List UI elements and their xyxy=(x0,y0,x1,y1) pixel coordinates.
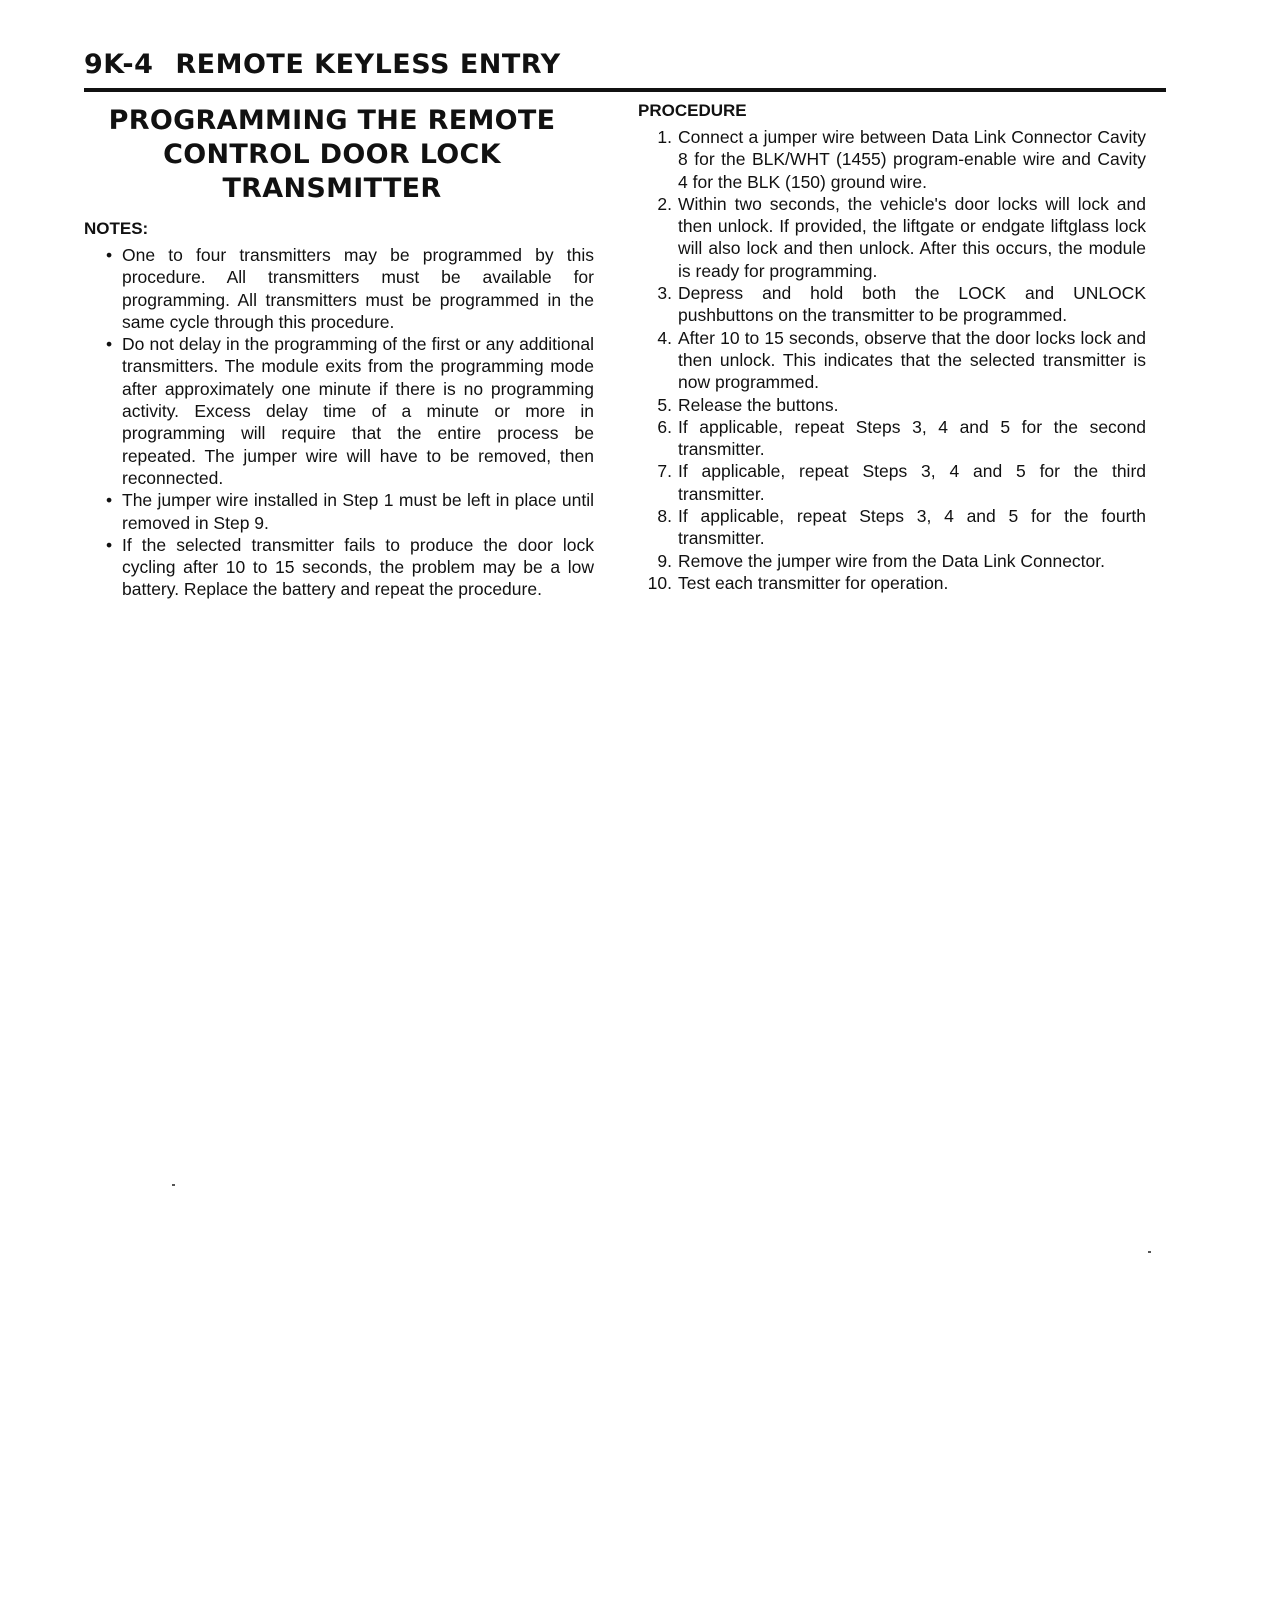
procedure-step xyxy=(657,416,1146,461)
procedure-step xyxy=(647,572,1146,594)
step-number: 2. xyxy=(657,193,672,214)
step-number: 10. xyxy=(647,572,672,593)
step-text: Release the buttons. xyxy=(678,394,839,415)
step-text: If applicable, repeat Steps 3, 4 and 5 for the second transmitter. xyxy=(678,416,1146,460)
step-number: 6. xyxy=(657,416,672,437)
step-text: Within two seconds, the vehicle's door locks will lock and then unlock. If provided, the liftgate or endgate liftglass lock will also lock and then unlock. After this occurs, the module is ready for programming. xyxy=(678,193,1146,281)
step-text: Connect a jumper wire between Data Link Connector Cavity 8 for the BLK/WHT (1455) program-enable wire and Cavity 4 for the BLK (150) ground wire. xyxy=(678,127,1146,192)
note-item xyxy=(106,534,594,601)
step-number: 1. xyxy=(657,127,672,147)
step-text: If applicable, repeat Steps 3, 4 and 5 for the fourth transmitter. xyxy=(678,506,1146,549)
notes-list xyxy=(84,244,594,601)
step-number: 3. xyxy=(657,283,672,304)
note-item xyxy=(106,489,594,534)
procedure-step xyxy=(657,126,1146,193)
scan-speck xyxy=(1148,1251,1151,1253)
section-name: REMOTE KEYLESS ENTRY xyxy=(175,49,561,80)
bullet-icon: • xyxy=(106,334,113,355)
note-item xyxy=(106,244,594,333)
right-column xyxy=(638,100,1146,594)
step-number: 8. xyxy=(657,506,672,527)
procedure-step xyxy=(657,193,1146,282)
step-number: 4. xyxy=(657,327,672,348)
note-text: One to four transmitters may be programmed by this procedure. All transmitters must be available for programming. All transmitters must be programmed in the same cycle through this procedure. xyxy=(122,245,594,332)
step-text: Remove the jumper wire from the Data Link Connector. xyxy=(678,550,1105,571)
step-text: If applicable, repeat Steps 3, 4 and 5 for the third transmitter. xyxy=(678,461,1146,504)
left-column xyxy=(84,100,594,601)
step-text: After 10 to 15 seconds, observe that the door locks lock and then unlock. This indicates that the selected transmitter is now programmed. xyxy=(678,327,1146,393)
step-text: Test each transmitter for operation. xyxy=(678,572,949,593)
scan-speck xyxy=(172,1184,175,1186)
bullet-icon: • xyxy=(106,534,113,555)
note-item xyxy=(106,333,594,489)
section-title-line: TRANSMITTER xyxy=(222,173,442,204)
procedure-step xyxy=(657,550,1146,572)
procedure-step xyxy=(657,460,1146,505)
notes-heading: NOTES: xyxy=(84,219,149,238)
note-text: If the selected transmitter fails to produce the door lock cycling after 10 to 15 seconds, the problem may be a low battery. Replace the battery and repeat the procedure. xyxy=(122,534,594,600)
procedure-step xyxy=(657,505,1146,550)
page-header xyxy=(84,48,1166,92)
section-title-line: CONTROL DOOR LOCK xyxy=(163,139,501,170)
section-title xyxy=(84,104,594,206)
page-header-text xyxy=(84,48,561,82)
bullet-icon: • xyxy=(106,490,113,511)
step-number: 5. xyxy=(657,394,672,415)
step-text: Depress and hold both the LOCK and UNLOCK pushbuttons on the transmitter to be programmed. xyxy=(678,283,1146,326)
step-number: 9. xyxy=(657,550,672,571)
bullet-icon: • xyxy=(106,245,113,265)
note-text: Do not delay in the programming of the first or any additional transmitters. The module exits from the programming mode after approximately one minute if there is no programming activity. Excess delay time of a minute or more in programming will require that the entire process be repeated. The jumper wire will have to be removed, then reconnected. xyxy=(122,334,594,488)
section-title-line: PROGRAMMING THE REMOTE xyxy=(108,105,556,136)
procedure-heading: PROCEDURE xyxy=(638,101,747,120)
procedure-step xyxy=(657,327,1146,394)
step-number: 7. xyxy=(657,461,672,482)
note-text: The jumper wire installed in Step 1 must be left in place until removed in Step 9. xyxy=(122,490,594,533)
page-number: 9K-4 xyxy=(84,49,154,80)
procedure-step xyxy=(657,282,1146,327)
procedure-step xyxy=(657,394,1146,416)
procedure-steps xyxy=(638,126,1146,594)
